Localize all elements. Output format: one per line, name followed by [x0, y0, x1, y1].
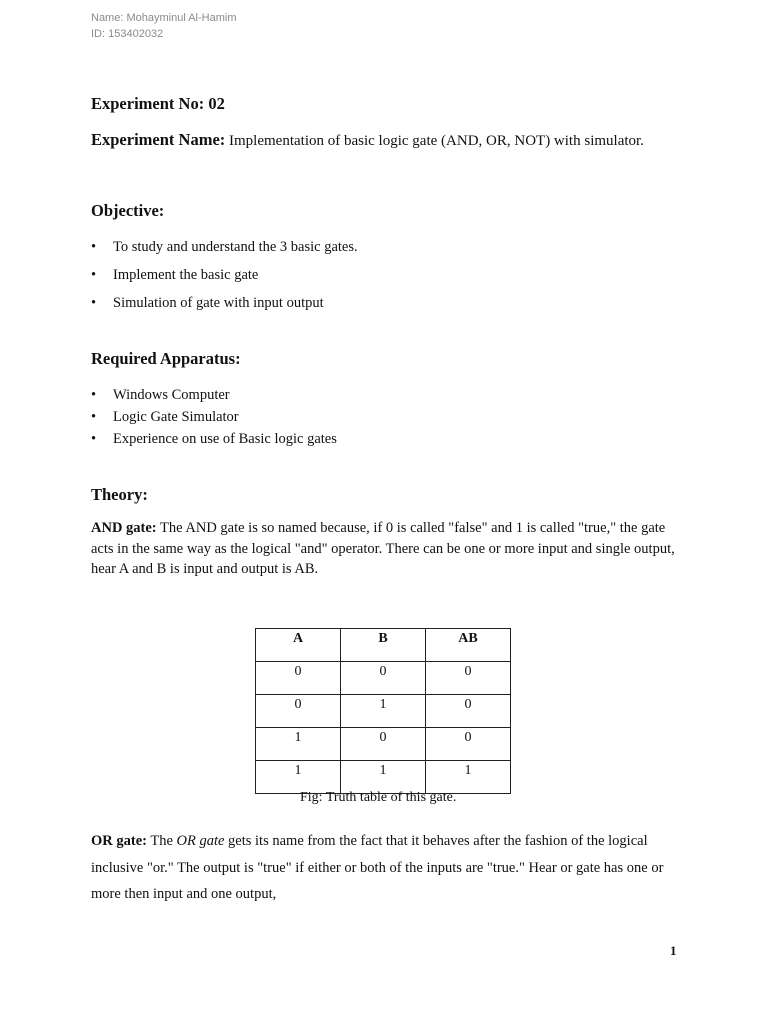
and-gate-text: The AND gate is so named because, if 0 is called "false" and 1 is called "true," the gate acts in the same way as the logical "and" operator. There can be one or more input and single output, hear A and B is input and output is AB. [91, 520, 675, 577]
table-row [256, 761, 511, 794]
objective-item: • Simulation of gate with input output [91, 293, 358, 321]
apparatus-heading: Required Apparatus: [91, 349, 241, 368]
table-cell: 1 [256, 761, 341, 794]
table-header-cell: AB [426, 629, 511, 662]
student-name: Name: Mohayminul Al-Hamim [91, 12, 237, 24]
or-gate-text-after: gets its name from the fact that it behaves after the fashion of the logical inclusive "or." The output is "true" if either or both of the inputs are "true." Hear or gate has one or more then input and one output, [91, 833, 664, 902]
table-cell: 0 [256, 695, 341, 728]
table-header-row [256, 629, 511, 662]
or-gate-label: OR gate: [91, 833, 147, 849]
truth-table [255, 628, 511, 794]
student-id: ID: 153402032 [91, 28, 164, 40]
theory-heading: Theory: [91, 485, 148, 504]
page-number: 1 [670, 943, 677, 958]
or-gate-text-before: The [146, 833, 177, 849]
experiment-name-value: Implementation of basic logic gate (AND, OR, NOT) with simulator. [229, 133, 644, 149]
table-cell: 0 [341, 662, 426, 695]
experiment-number: Experiment No: 02 [91, 94, 225, 113]
table-cell: 0 [426, 728, 511, 761]
table-cell: 1 [341, 695, 426, 728]
table-cell: 0 [426, 695, 511, 728]
objective-item: • To study and understand the 3 basic gates. [91, 237, 358, 265]
table-cell: 0 [256, 662, 341, 695]
page-header [91, 10, 236, 42]
table-header-cell: A [256, 629, 341, 662]
and-gate-paragraph [91, 518, 681, 580]
table-cell: 0 [426, 662, 511, 695]
table-caption: Fig: Truth table of this gate. [300, 790, 457, 805]
table-row [256, 662, 511, 695]
table-header-cell: B [341, 629, 426, 662]
objective-item: • Implement the basic gate [91, 265, 358, 293]
table-row [256, 695, 511, 728]
table-cell: 0 [341, 728, 426, 761]
or-gate-paragraph [91, 828, 681, 908]
table-cell: 1 [426, 761, 511, 794]
or-gate-emphasis: OR gate [176, 833, 225, 849]
objective-list [91, 237, 358, 321]
apparatus-item: • Experience on use of Basic logic gates [91, 429, 337, 451]
table-cell: 1 [341, 761, 426, 794]
objective-heading: Objective: [91, 201, 165, 220]
apparatus-list [91, 385, 337, 451]
apparatus-item: • Windows Computer [91, 385, 337, 407]
table-row [256, 728, 511, 761]
experiment-name [91, 130, 644, 150]
apparatus-item: • Logic Gate Simulator [91, 407, 337, 429]
experiment-name-label: Experiment Name: [91, 130, 226, 149]
and-gate-label: AND gate: [91, 520, 157, 536]
table-cell: 1 [256, 728, 341, 761]
